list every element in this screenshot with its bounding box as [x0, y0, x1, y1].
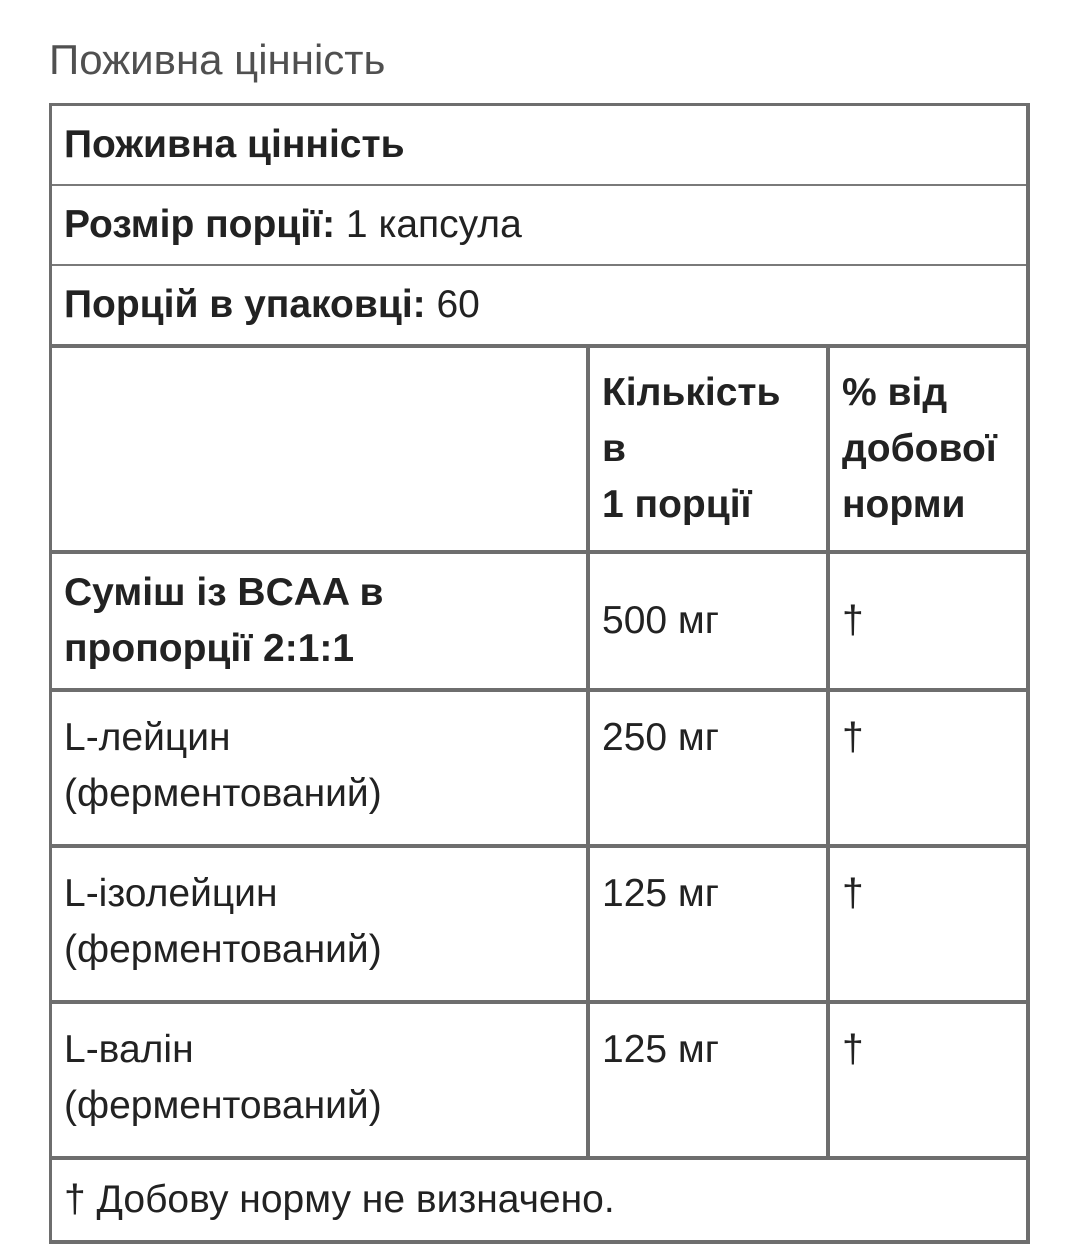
serving-size-row — [52, 186, 1026, 266]
dagger-mark: † — [842, 599, 864, 642]
ingredient-name-line1: L-ізолейцин — [64, 872, 278, 915]
amount-header-line1: Кількість — [602, 371, 781, 414]
table-title-row — [52, 106, 1026, 186]
serving-size — [52, 186, 1026, 266]
ingredient-daily-value — [830, 848, 1026, 1004]
ingredient-name-line2: (ферментований) — [64, 928, 382, 971]
blend-name-line2: пропорції 2:1:1 — [64, 627, 355, 670]
servings-per-container-value: 60 — [425, 283, 480, 326]
dv-header-line2: добової — [842, 427, 997, 470]
ingredient-name-line1: L-валін — [64, 1028, 194, 1071]
daily-value-header — [830, 348, 1026, 554]
column-header-row — [52, 348, 1026, 554]
ingredient-name — [52, 848, 590, 1004]
ingredient-name — [52, 692, 590, 848]
footnote-row — [52, 1160, 1026, 1240]
ingredient-daily-value — [830, 1004, 1026, 1160]
servings-per-container-row — [52, 266, 1026, 348]
blend-daily-value — [830, 554, 1026, 692]
page-title: Поживна цінність — [49, 36, 386, 83]
amount-header-line2: в — [602, 427, 626, 470]
blend-name-line1: Суміш із BCAA в — [64, 571, 384, 614]
servings-per-container — [52, 266, 1026, 348]
table-title: Поживна цінність — [52, 106, 1026, 186]
dagger-mark: † — [842, 872, 864, 915]
ingredient-name — [52, 1004, 590, 1160]
nutrition-facts-table — [49, 103, 1030, 1244]
serving-size-label: Розмір порції: — [64, 203, 336, 246]
amount-header-line3: 1 порції — [602, 483, 752, 526]
amount-per-serving-header — [590, 348, 830, 554]
blend-amount: 500 мг — [590, 554, 830, 692]
dv-header-line3: норми — [842, 483, 966, 526]
ingredient-name-line2: (ферментований) — [64, 772, 382, 815]
ingredient-amount: 250 мг — [590, 692, 830, 848]
ingredient-amount: 125 мг — [590, 1004, 830, 1160]
servings-per-container-label: Порцій в упаковці: — [64, 283, 426, 326]
ingredient-amount: 125 мг — [590, 848, 830, 1004]
ingredient-name-line2: (ферментований) — [64, 1084, 382, 1127]
table-row — [52, 554, 1026, 692]
header-empty-cell — [52, 348, 590, 554]
table-row — [52, 1004, 1026, 1160]
ingredient-name-line1: L-лейцин — [64, 716, 231, 759]
serving-size-value: 1 капсула — [335, 203, 522, 246]
dv-header-line1: % від — [842, 371, 948, 414]
ingredient-daily-value — [830, 692, 1026, 848]
blend-name — [52, 554, 590, 692]
table-row — [52, 848, 1026, 1004]
footnote: † Добову норму не визначено. — [64, 1178, 615, 1221]
dagger-mark: † — [842, 716, 864, 759]
table-row — [52, 692, 1026, 848]
dagger-mark: † — [842, 1028, 864, 1071]
